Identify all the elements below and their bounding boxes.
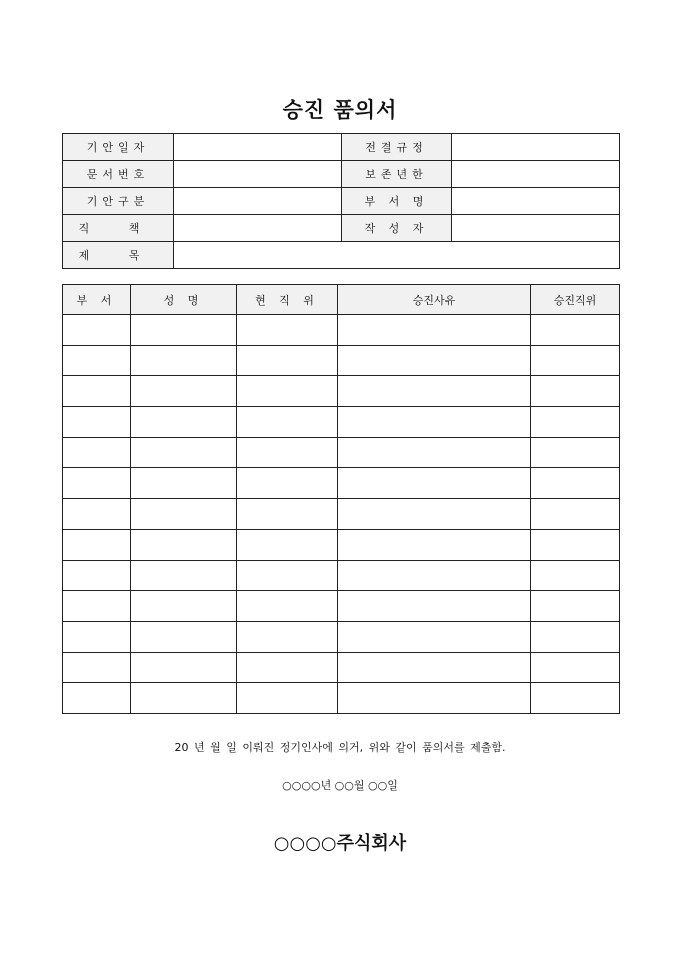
table-row bbox=[63, 591, 620, 622]
table-cell[interactable] bbox=[338, 437, 531, 468]
table-cell[interactable] bbox=[338, 468, 531, 499]
table-cell[interactable] bbox=[531, 499, 620, 530]
table-cell[interactable] bbox=[237, 437, 338, 468]
promotion-header-row bbox=[63, 285, 620, 315]
table-cell[interactable] bbox=[131, 560, 237, 591]
table-cell[interactable] bbox=[131, 407, 237, 438]
table-cell[interactable] bbox=[531, 468, 620, 499]
table-cell[interactable] bbox=[131, 437, 237, 468]
table-row bbox=[63, 315, 620, 346]
draft-date-field[interactable] bbox=[174, 134, 342, 161]
approval-info-table bbox=[62, 133, 620, 269]
info-row bbox=[63, 215, 620, 242]
table-row bbox=[63, 407, 620, 438]
table-cell[interactable] bbox=[338, 621, 531, 652]
table-cell[interactable] bbox=[338, 407, 531, 438]
table-cell[interactable] bbox=[63, 652, 131, 683]
table-cell[interactable] bbox=[63, 621, 131, 652]
table-row bbox=[63, 560, 620, 591]
table-cell[interactable] bbox=[63, 683, 131, 714]
table-cell[interactable] bbox=[237, 683, 338, 714]
info-row bbox=[63, 242, 620, 269]
promotion-table bbox=[62, 284, 620, 714]
table-cell[interactable] bbox=[531, 407, 620, 438]
promotion-table-body bbox=[63, 315, 620, 714]
approval-rule-field[interactable] bbox=[452, 134, 620, 161]
header-department: 부 서 bbox=[63, 285, 131, 315]
table-cell[interactable] bbox=[63, 345, 131, 376]
author-field[interactable] bbox=[452, 215, 620, 242]
table-cell[interactable] bbox=[531, 529, 620, 560]
info-row bbox=[63, 161, 620, 188]
table-row bbox=[63, 437, 620, 468]
duty-label: 직 책 bbox=[63, 215, 174, 242]
table-row bbox=[63, 376, 620, 407]
table-cell[interactable] bbox=[131, 345, 237, 376]
table-row bbox=[63, 499, 620, 530]
table-cell[interactable] bbox=[237, 560, 338, 591]
subject-field[interactable] bbox=[174, 242, 620, 269]
table-cell[interactable] bbox=[237, 621, 338, 652]
header-promotion-position: 승진직위 bbox=[531, 285, 620, 315]
table-row bbox=[63, 468, 620, 499]
table-cell[interactable] bbox=[63, 376, 131, 407]
submission-statement: 20 년 월 일 이뤄진 정기인사에 의거, 위와 같이 품의서를 제출함. bbox=[174, 741, 506, 754]
table-cell[interactable] bbox=[338, 591, 531, 622]
table-cell[interactable] bbox=[531, 683, 620, 714]
table-cell[interactable] bbox=[63, 560, 131, 591]
table-cell[interactable] bbox=[338, 560, 531, 591]
table-cell[interactable] bbox=[131, 621, 237, 652]
table-cell[interactable] bbox=[237, 315, 338, 346]
table-row bbox=[63, 652, 620, 683]
table-cell[interactable] bbox=[531, 345, 620, 376]
table-cell[interactable] bbox=[131, 376, 237, 407]
table-cell[interactable] bbox=[237, 468, 338, 499]
doc-number-label: 문서번호 bbox=[63, 161, 174, 188]
table-cell[interactable] bbox=[63, 315, 131, 346]
dept-name-field[interactable] bbox=[452, 188, 620, 215]
table-cell[interactable] bbox=[237, 345, 338, 376]
table-cell[interactable] bbox=[338, 499, 531, 530]
table-cell[interactable] bbox=[237, 376, 338, 407]
table-cell[interactable] bbox=[338, 683, 531, 714]
retention-label: 보존년한 bbox=[342, 161, 452, 188]
table-cell[interactable] bbox=[531, 621, 620, 652]
table-cell[interactable] bbox=[531, 591, 620, 622]
table-cell[interactable] bbox=[63, 529, 131, 560]
table-cell[interactable] bbox=[531, 652, 620, 683]
table-cell[interactable] bbox=[131, 683, 237, 714]
dept-name-label: 부 서 명 bbox=[342, 188, 452, 215]
table-row bbox=[63, 529, 620, 560]
draft-type-field[interactable] bbox=[174, 188, 342, 215]
table-cell[interactable] bbox=[237, 591, 338, 622]
info-row bbox=[63, 134, 620, 161]
info-row bbox=[63, 188, 620, 215]
author-label: 작 성 자 bbox=[342, 215, 452, 242]
table-cell[interactable] bbox=[338, 652, 531, 683]
table-cell[interactable] bbox=[131, 529, 237, 560]
table-cell[interactable] bbox=[237, 499, 338, 530]
table-cell[interactable] bbox=[63, 499, 131, 530]
table-cell[interactable] bbox=[531, 376, 620, 407]
table-cell[interactable] bbox=[237, 652, 338, 683]
table-cell[interactable] bbox=[63, 591, 131, 622]
company-name: ○○○○주식회사 bbox=[273, 833, 407, 854]
draft-type-label: 기안구분 bbox=[63, 188, 174, 215]
table-cell[interactable] bbox=[338, 345, 531, 376]
date-line: ○○○○년 ○○월 ○○일 bbox=[282, 779, 398, 792]
table-row bbox=[63, 345, 620, 376]
table-cell[interactable] bbox=[63, 437, 131, 468]
table-cell[interactable] bbox=[63, 407, 131, 438]
approval-rule-label: 전결규정 bbox=[342, 134, 452, 161]
table-cell[interactable] bbox=[131, 499, 237, 530]
document-title: 승진 품의서 bbox=[282, 98, 398, 122]
table-cell[interactable] bbox=[531, 560, 620, 591]
header-promotion-reason: 승진사유 bbox=[338, 285, 531, 315]
table-cell[interactable] bbox=[237, 407, 338, 438]
table-cell[interactable] bbox=[131, 468, 237, 499]
table-cell[interactable] bbox=[531, 315, 620, 346]
table-cell[interactable] bbox=[131, 315, 237, 346]
table-cell[interactable] bbox=[131, 652, 237, 683]
table-row bbox=[63, 683, 620, 714]
header-current-position: 현 직 위 bbox=[237, 285, 338, 315]
table-cell[interactable] bbox=[63, 468, 131, 499]
subject-label: 제 목 bbox=[63, 242, 174, 269]
table-cell[interactable] bbox=[338, 315, 531, 346]
table-cell[interactable] bbox=[338, 529, 531, 560]
table-row bbox=[63, 621, 620, 652]
doc-number-field[interactable] bbox=[174, 161, 342, 188]
retention-field[interactable] bbox=[452, 161, 620, 188]
duty-field[interactable] bbox=[174, 215, 342, 242]
header-name: 성 명 bbox=[131, 285, 237, 315]
table-cell[interactable] bbox=[531, 437, 620, 468]
draft-date-label: 기안일자 bbox=[63, 134, 174, 161]
table-cell[interactable] bbox=[237, 529, 338, 560]
table-cell[interactable] bbox=[131, 591, 237, 622]
table-cell[interactable] bbox=[338, 376, 531, 407]
